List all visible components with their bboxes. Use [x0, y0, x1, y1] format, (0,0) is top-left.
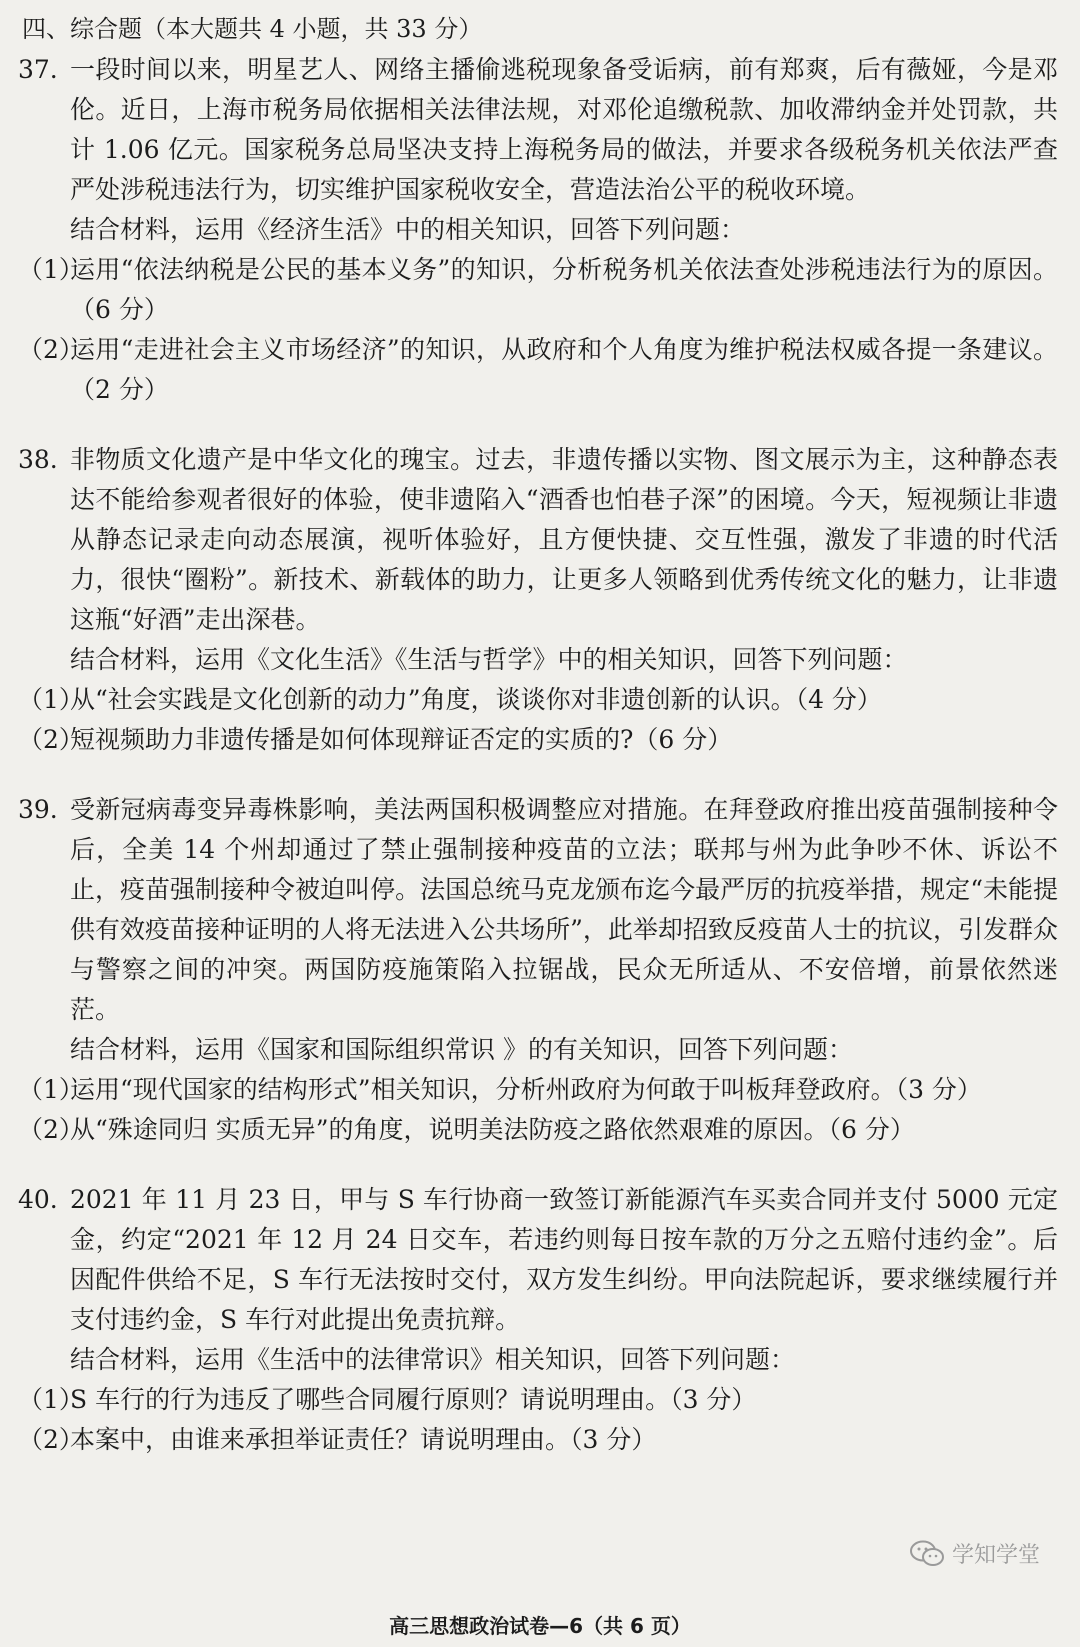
- sub-question: [18, 1110, 1058, 1150]
- sub-question-text: 短视频助力非遗传播是如何体现辩证否定的实质的?（6 分）: [70, 725, 733, 754]
- question-number: 40.: [18, 1185, 58, 1214]
- sub-question: [18, 720, 1058, 760]
- question-instruction: 结合材料，运用《生活中的法律常识》相关知识，回答下列问题：: [70, 1345, 796, 1374]
- sub-question: [18, 680, 1058, 720]
- sub-question-text: 本案中，由谁来承担举证责任？请说明理由。（3 分）: [70, 1425, 657, 1454]
- section-title: 四、综合题（本大题共 4 小题，共 33 分）: [22, 15, 483, 43]
- question-number: 39.: [18, 795, 58, 824]
- question-stem: [18, 440, 1058, 640]
- question-material: 一段时间以来，明星艺人、网络主播偷逃税现象备受诟病，前有郑爽，后有薇娅，今是邓伦。近日，上海市税务局依据相关法律法规，对邓伦追缴税款、加收滞纳金并处罚款，共计 1.06 亿元。国家税务总局坚决支持上海税务局的做法，并要求各级税务机关依法严查严处涉税违法行为，切实维护国家税收安全，营造法治公平的税收环境。: [70, 55, 1058, 204]
- question-instruction: 结合材料，运用《经济生活》中的相关知识，回答下列问题：: [70, 215, 746, 244]
- sub-question-number: （2）: [18, 335, 84, 364]
- sub-question-number: （1）: [18, 685, 84, 714]
- question-material: 非物质文化遗产是中华文化的瑰宝。过去，非遗传播以实物、图文展示为主，这种静态表达不能给参观者很好的体验，使非遗陷入“酒香也怕巷子深”的困境。今天，短视频让非遗从静态记录走向动态展演，视听体验好，且方便快捷、交互性强，激发了非遗的时代活力，很快“圈粉”。新技术、新载体的助力，让更多人领略到优秀传统文化的魅力，让非遗这瓶“好酒”走出深巷。: [70, 445, 1058, 634]
- sub-question-text: 从“社会实践是文化创新的动力”角度，谈谈你对非遗创新的认识。（4 分）: [70, 685, 882, 714]
- watermark-text: 学知学堂: [951, 1543, 1040, 1568]
- question-stem: [18, 1180, 1058, 1340]
- question-instruction: 结合材料，运用《国家和国际组织常识 》的有关知识，回答下列问题：: [70, 1035, 853, 1064]
- sub-question: [18, 1420, 1058, 1460]
- question-material: 受新冠病毒变异毒株影响，美法两国积极调整应对措施。在拜登政府推出疫苗强制接种令后，全美 14 个州却通过了禁止强制接种疫苗的立法；联邦与州为此争吵不休、诉讼不止，疫苗强制接种令被迫叫停。法国总统马克龙颁布迄今最严厉的抗疫举措，规定“未能提供有效疫苗接种证明的人将无法进入公共场所”，此举却招致反疫苗人士的抗议，引发群众与警察之间的冲突。两国防疫施策陷入拉锯战，民众无所适从、不安倍增，前景依然迷茫。: [70, 795, 1058, 1024]
- page-footer: 高三思想政治试卷—6（共 6 页）: [389, 1614, 691, 1638]
- question-40: [18, 1180, 1058, 1460]
- sub-question-text: 运用“走进社会主义市场经济”的知识，从政府和个人角度为维护税法权威各提一条建议。（2 分）: [70, 335, 1058, 404]
- question-material: 2021 年 11 月 23 日，甲与 S 车行协商一致签订新能源汽车买卖合同并支付 5000 元定金，约定“2021 年 12 月 24 日交车，若违约则每日按车款的万分之五赔付违约金”。后因配件供给不足，S 车行无法按时交付，双方发生纠纷。甲向法院起诉，要求继续履行并支付违约金，S 车行对此提出免责抗辩。: [70, 1185, 1058, 1334]
- sub-question: [18, 1070, 1058, 1110]
- question-number: 38.: [18, 445, 58, 474]
- sub-question-text: 运用“现代国家的结构形式”相关知识，分析州政府为何敢于叫板拜登政府。（3 分）: [70, 1075, 982, 1104]
- sub-question-number: （2）: [18, 1115, 84, 1144]
- sub-question: [18, 330, 1058, 410]
- question-instruction: 结合材料，运用《文化生活》《生活与哲学》中的相关知识，回答下列问题：: [70, 645, 908, 674]
- sub-question-number: （2）: [18, 1425, 84, 1454]
- question-39: [18, 790, 1058, 1150]
- sub-question-number: （1）: [18, 255, 84, 284]
- sub-question-number: （1）: [18, 1385, 84, 1414]
- sub-question-text: S 车行的行为违反了哪些合同履行原则？请说明理由。（3 分）: [70, 1385, 757, 1414]
- watermark: [910, 1538, 1040, 1569]
- sub-question-text: 运用“依法纳税是公民的基本义务”的知识，分析税务机关依法查处涉税违法行为的原因。（6 分）: [70, 255, 1058, 324]
- question-38: [18, 440, 1058, 760]
- question-stem: [18, 790, 1058, 1030]
- wechat-icon: [910, 1540, 944, 1568]
- sub-question-number: （2）: [18, 725, 84, 754]
- sub-question: [18, 250, 1058, 330]
- sub-question: [18, 1380, 1058, 1420]
- sub-question-text: 从“殊途同归 实质无异”的角度，说明美法防疫之路依然艰难的原因。（6 分）: [70, 1115, 915, 1144]
- question-number: 37.: [18, 55, 58, 84]
- question-37: [18, 50, 1058, 410]
- question-stem: [18, 50, 1058, 210]
- sub-question-number: （1）: [18, 1075, 84, 1104]
